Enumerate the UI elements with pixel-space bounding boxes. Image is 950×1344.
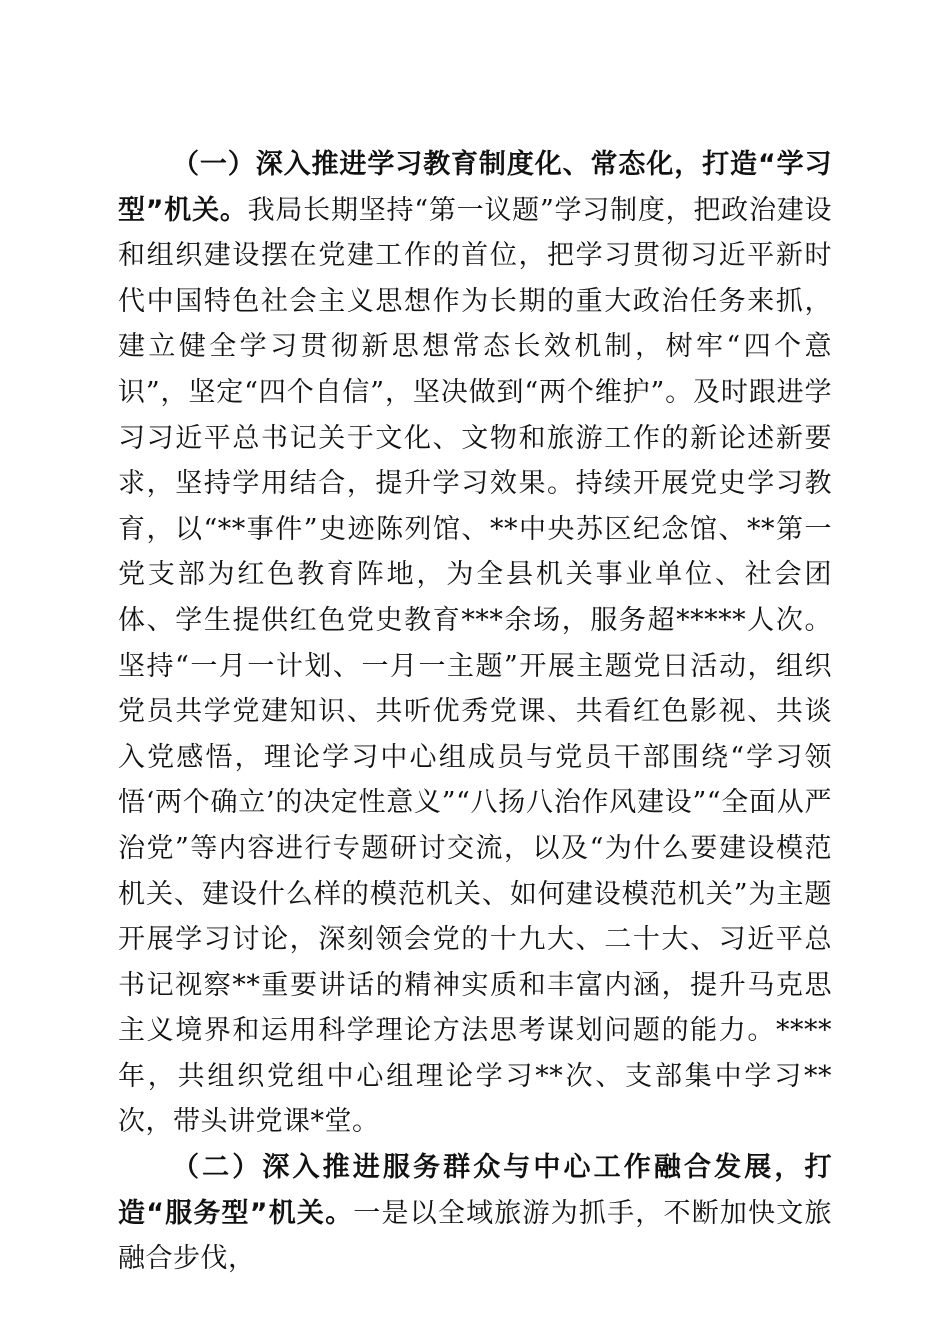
- paragraph-1: [118, 142, 832, 1145]
- paragraph-2-body: 一是以全域旅游为抓手，不断加快文旅融合步伐，: [118, 1197, 832, 1275]
- paragraph-2-heading: （二）深入推进服务群众与中心工作融合发展，打造“服务型”机关。: [118, 1152, 832, 1229]
- document-page: [118, 142, 832, 1282]
- paragraph-1-body: 我局长期坚持“第一议题”学习制度，把政治建设和组织建设摆在党建工作的首位，把学习贯彻习近平新时代中国特色社会主义思想作为长期的重大政治任务来抓，建立健全学习贯彻新思想常态长效机制，树牢“四个意识”，坚定“四个自信”，坚决做到“两个维护”。及时跟进学习习近平总书记关于文化、文物和旅游工作的新论述新要求，坚持学用结合，提升学习效果。持续开展党史学习教育，以“**事件”史迹陈列馆、**中央苏区纪念馆、**第一党支部为红色教育阵地，为全县机关事业单位、社会团体、学生提供红色党史教育***余场，服务超*****人次。坚持“一月一计划、一月一主题”开展主题党日活动，组织党员共学党建知识、共听优秀党课、共看红色影视、共谈入党感悟，理论学习中心组成员与党员干部围绕“学习领悟‘两个确立’的决定性意义”“八扬八治作风建设”“全面从严治党”等内容进行专题研讨交流，以及“为什么要建设模范机关、建设什么样的模范机关、如何建设模范机关”为主题开展学习讨论，深刻领会党的十九大、二十大、习近平总书记视察**重要讲话的精神实质和丰富内涵，提升马克思主义境界和运用科学理论方法思考谋划问题的能力。****年，共组织党组中心组理论学习**次、支部集中学习**次，带头讲党课*堂。: [118, 194, 832, 1138]
- paragraph-1-heading: （一）深入推进学习教育制度化、常态化，打造“学习型”机关。: [118, 149, 832, 226]
- paragraph-2: [118, 1145, 832, 1282]
